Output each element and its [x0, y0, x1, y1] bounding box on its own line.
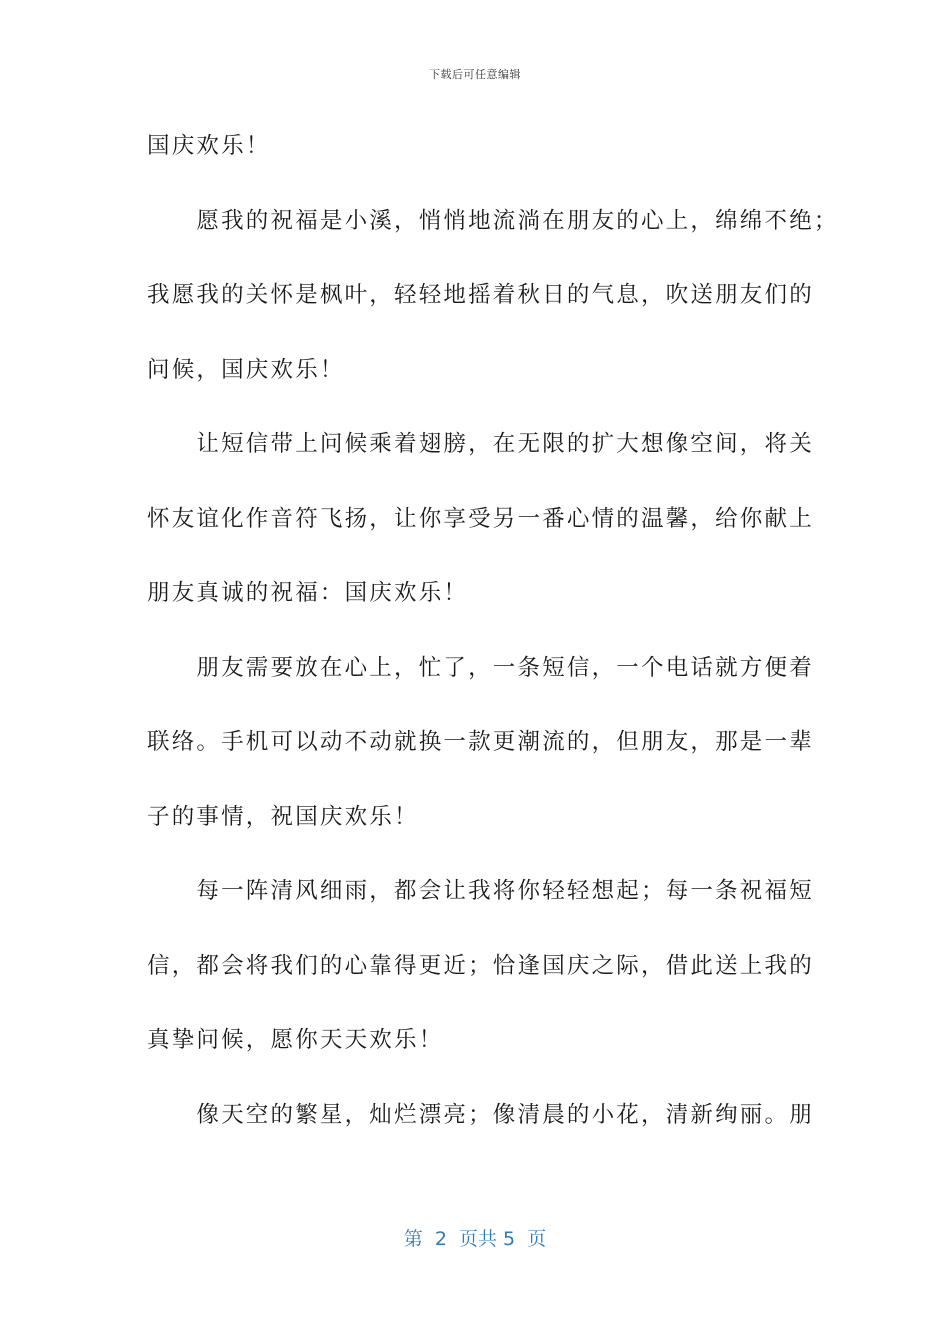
text-line: 我愿我的关怀是枫叶，轻轻地摇着秋日的气息，吹送朋友们的 [147, 282, 814, 308]
page-header-note: 下载后可任意编辑 [429, 68, 521, 81]
document-body [147, 126, 839, 1169]
text-line: 国庆欢乐！ [147, 133, 271, 159]
text-line: 朋友需要放在心上，忙了，一条短信，一个电话就方便着 [147, 654, 814, 681]
text-line: 信，都会将我们的心靠得更近；恰逢国庆之际，借此送上我的 [147, 952, 814, 979]
text-line: 联络。手机可以动不动就换一款更潮流的，但朋友，那是一辈 [147, 729, 814, 755]
text-line: 让短信带上问候乘着翅膀，在无限的扩大想像空间，将关 [147, 431, 814, 457]
text-line: 每一阵清风细雨，都会让我将你轻轻想起；每一条祝福短 [147, 878, 814, 904]
page-number: 第 2 页共 5 页 [403, 1228, 547, 1250]
text-line: 问候，国庆欢乐！ [147, 356, 345, 383]
text-line: 愿我的祝福是小溪，悄悄地流淌在朋友的心上，绵绵不绝； [147, 207, 839, 234]
text-line: 子的事情，祝国庆欢乐！ [147, 803, 419, 830]
text-line: 怀友谊化作音符飞扬，让你享受另一番心情的温馨，给你献上 [147, 505, 814, 532]
text-line: 像天空的繁星，灿烂漂亮；像清晨的小花，清新绚丽。朋 [147, 1101, 814, 1128]
text-line: 真挚问候，愿你天天欢乐！ [147, 1027, 444, 1053]
text-line: 朋友真诚的祝福：国庆欢乐！ [147, 580, 469, 606]
